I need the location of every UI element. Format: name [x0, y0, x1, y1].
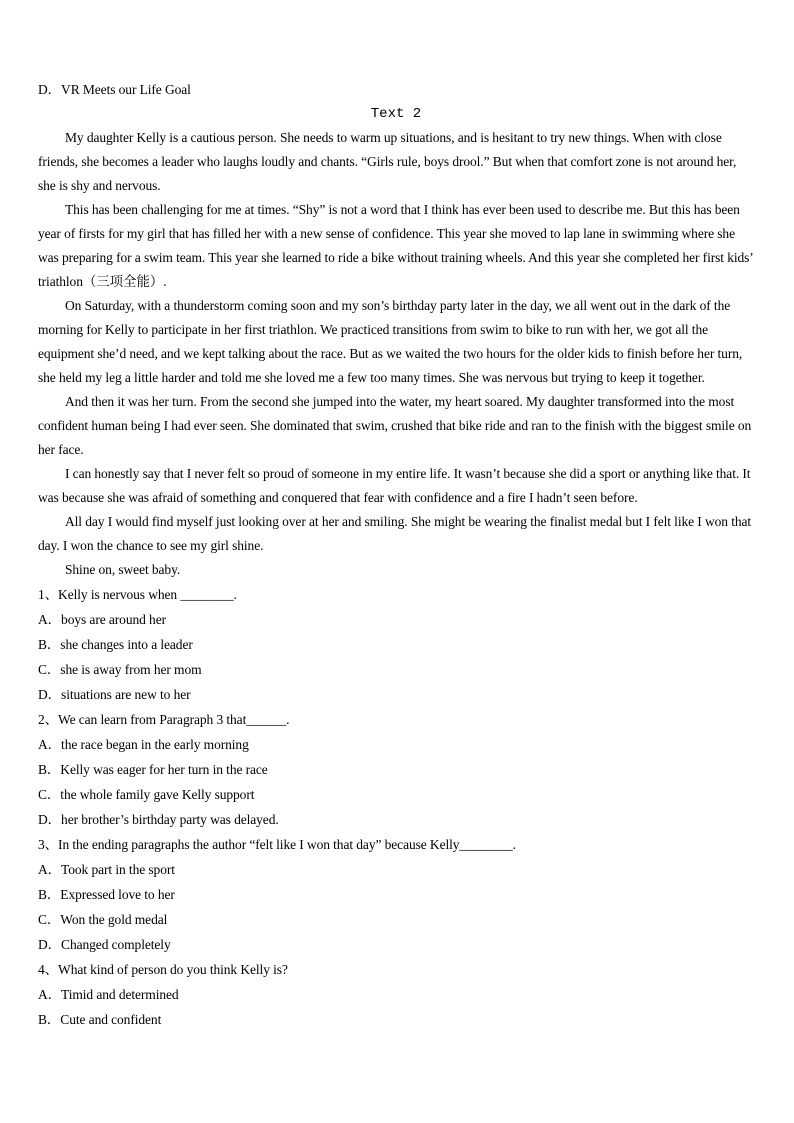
question-4 — [38, 957, 754, 1032]
passage-paragraph-5: I can honestly say that I never felt so proud of someone in my entire life. It wasn’t because she did a sport or anything like that. It was because she was afraid of something and conquered that fear with confidence and a fire I hadn’t seen before. — [38, 466, 751, 505]
question-3-option-c: C．Won the gold medal — [38, 912, 168, 927]
question-2-option-d: D．her brother’s birthday party was delayed. — [38, 812, 279, 827]
question-1 — [38, 582, 754, 707]
passage-paragraph-1: My daughter Kelly is a cautious person. She needs to warm up situations, and is hesitant to try new things. When with close friends, she becomes a leader who laughs loudly and chants. “Girls rule, boys drool.” But when that comfort zone is not around her, she is shy and nervous. — [38, 130, 737, 193]
question-1-option-c: C．she is away from her mom — [38, 662, 202, 677]
question-1-stem: 1、Kelly is nervous when ________. — [38, 587, 237, 602]
passage-paragraph-3: On Saturday, with a thunderstorm coming soon and my son’s birthday party later in the day, we all went out in the dark of the morning for Kelly to participate in her first triathlon. We practiced transitions from swim to bike to run with her, we got all the equipment she’d need, and we kept talking about the race. But as we waited the two hours for the older kids to finish before her turn, she held my leg a little harder and told me she loved me a few too many times. She was nervous but trying to keep it together. — [38, 298, 743, 385]
question-4-option-a: A．Timid and determined — [38, 987, 179, 1002]
question-3-stem: 3、In the ending paragraphs the author “felt like I won that day” because Kelly________. — [38, 837, 516, 852]
question-4-option-b: B．Cute and confident — [38, 1012, 162, 1027]
question-2-option-a: A．the race began in the early morning — [38, 737, 249, 752]
question-3-option-a: A．Took part in the sport — [38, 862, 175, 877]
text-2-heading: Text 2 — [370, 106, 422, 122]
passage-paragraph-6: All day I would find myself just looking over at her and smiling. She might be wearing the finalist medal but I felt like I won that day. I won the chance to see my girl shine. — [38, 514, 752, 553]
page-content — [38, 78, 754, 1032]
questions-section — [38, 582, 754, 1032]
question-2-option-b: B．Kelly was eager for her turn in the race — [38, 762, 268, 777]
reading-passage — [38, 126, 754, 582]
question-3-option-d: D．Changed completely — [38, 937, 171, 952]
question-3-option-b: B．Expressed love to her — [38, 887, 175, 902]
passage-paragraph-7: Shine on, sweet baby. — [65, 562, 181, 577]
previous-question-option-d: D．VR Meets our Life Goal — [38, 82, 191, 97]
passage-paragraph-4: And then it was her turn. From the second she jumped into the water, my heart soared. My daughter transformed into the most confident human being I had ever seen. She dominated that swim, crushed that bike ride and ran to the finish with the biggest smile on her face. — [38, 394, 752, 457]
question-3 — [38, 832, 754, 957]
question-2-stem: 2、We can learn from Paragraph 3 that______. — [38, 712, 290, 727]
question-1-option-a: A．boys are around her — [38, 612, 166, 627]
question-4-stem: 4、What kind of person do you think Kelly is? — [38, 962, 288, 977]
question-1-option-d: D．situations are new to her — [38, 687, 191, 702]
question-2 — [38, 707, 754, 832]
question-2-option-c: C．the whole family gave Kelly support — [38, 787, 255, 802]
question-1-option-b: B．she changes into a leader — [38, 637, 193, 652]
passage-paragraph-2: This has been challenging for me at times. “Shy” is not a word that I think has ever been used to describe me. But this has been year of firsts for my girl that has filled her with a new sense of confidence. This year she moved to lap lane in swimming where she was preparing for a swim team. This year she learned to ride a bike without training wheels. And this year she completed her first kids’ triathlon（三项全能）. — [38, 202, 753, 289]
